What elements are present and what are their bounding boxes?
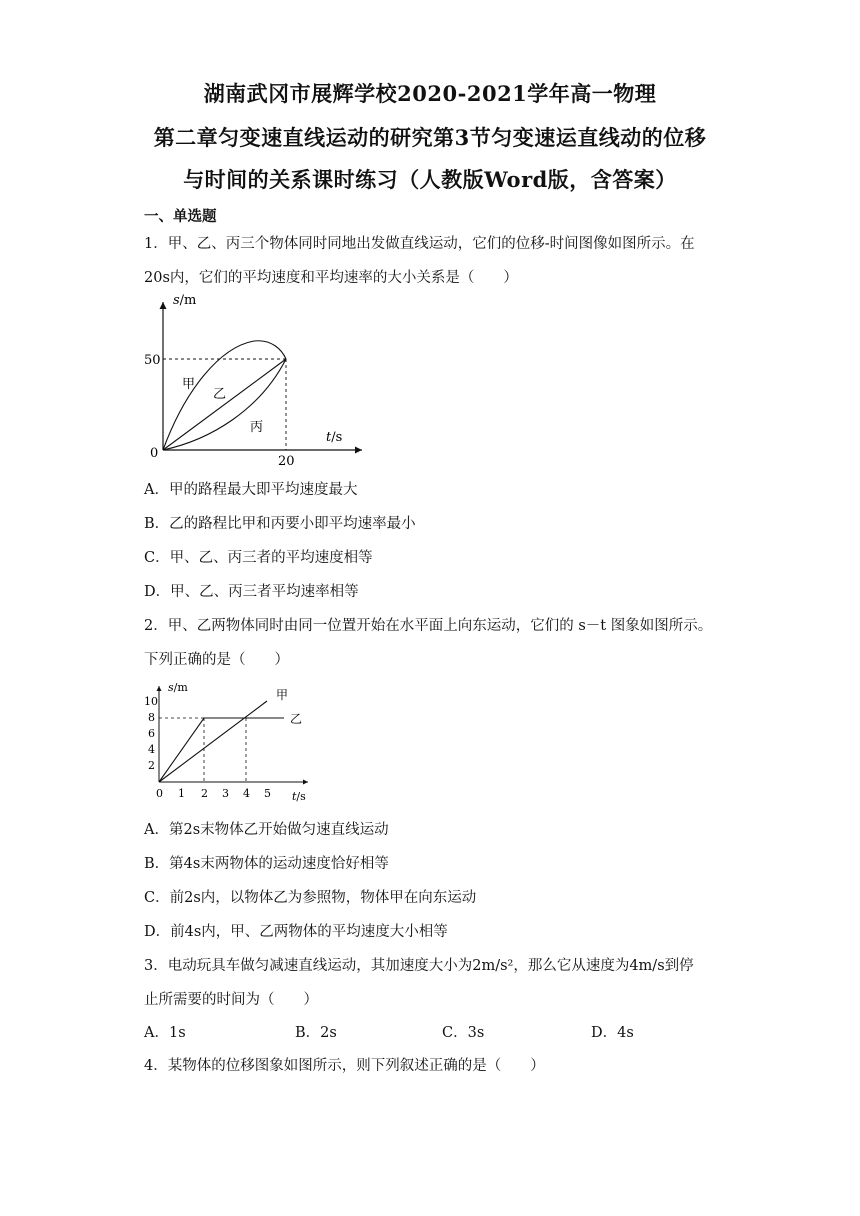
q4-stem-line1: 4．某物体的位移图象如图所示，则下列叙述正确的是（ ） <box>144 1058 545 1074</box>
q2-ytick-6: 6 <box>148 727 155 740</box>
q2-ytick-10: 10 <box>144 695 158 708</box>
q2-ytick-2: 2 <box>148 759 155 772</box>
q2-stem-line2: 下列正确的是（ ） <box>144 652 289 668</box>
q3-option-a: A．1s <box>144 1025 186 1041</box>
q2-xtick-1: 1 <box>178 787 185 800</box>
q2-label-yi: 乙 <box>290 712 303 726</box>
q1-option-c: C．甲、乙、丙三者的平均速度相等 <box>144 550 373 566</box>
q1-option-d: D．甲、乙、丙三者平均速率相等 <box>144 584 359 600</box>
q1-ylabel: s/m <box>173 293 197 308</box>
q1-option-a: A．甲的路程最大即平均速度最大 <box>144 482 358 498</box>
q1-label-yi: 乙 <box>213 387 227 402</box>
q2-xtick-0: 0 <box>156 787 163 800</box>
q1-option-b: B．乙的路程比甲和丙要小即平均速率最小 <box>144 516 416 532</box>
doc-title-line1: 湖南武冈市展辉学校2020-2021学年高一物理 <box>203 81 657 106</box>
section-heading: 一、单选题 <box>144 208 217 225</box>
q2-xtick-3: 3 <box>222 787 229 800</box>
q1-series-yi <box>163 359 286 450</box>
q2-option-a: A．第2s末物体乙开始做匀速直线运动 <box>144 822 389 838</box>
q3-stem-line1: 3．电动玩具车做匀减速直线运动，其加速度大小为2m/s²，那么它从速度为4m/s到停 <box>144 958 694 974</box>
q1-ytick-50: 50 <box>144 353 161 368</box>
q3-option-b: B．2s <box>295 1025 337 1041</box>
doc-title-line3: 与时间的关系课时练习（人教版Word版，含答案） <box>183 167 677 192</box>
q2-option-d: D．前4s内，甲、乙两物体的平均速度大小相等 <box>144 924 448 940</box>
q2-ytick-4: 4 <box>148 743 155 756</box>
q1-label-bing: 丙 <box>250 420 264 435</box>
q3-option-d: D．4s <box>591 1025 634 1041</box>
doc-title-line2: 第二章匀变速直线运动的研究第3节匀变速运直线动的位移 <box>153 125 707 150</box>
q2-xtick-5: 5 <box>264 787 271 800</box>
q2-xtick-2: 2 <box>201 787 208 800</box>
q2-chart <box>140 680 320 808</box>
q1-xtick-20: 20 <box>278 454 295 469</box>
q2-label-jia: 甲 <box>276 688 289 702</box>
q2-option-c: C．前2s内，以物体乙为参照物，物体甲在向东运动 <box>144 890 477 906</box>
q2-xlabel: t/s <box>292 790 306 803</box>
q1-xtick-0: 0 <box>150 446 159 461</box>
q2-xtick-4: 4 <box>243 787 250 800</box>
q1-stem-line2: 20s内，它们的平均速度和平均速率的大小关系是（ ） <box>144 270 518 286</box>
q1-stem-line1: 1．甲、乙、丙三个物体同时同地出发做直线运动，它们的位移-时间图像如图所示。在 <box>144 236 695 252</box>
q1-label-jia: 甲 <box>182 377 196 392</box>
q3-option-c: C．3s <box>442 1025 485 1041</box>
q2-option-b: B．第4s末两物体的运动速度恰好相等 <box>144 856 389 872</box>
q1-chart <box>140 290 370 470</box>
q3-stem-line2: 止所需要的时间为（ ） <box>144 992 318 1008</box>
q2-ylabel: s/m <box>168 681 188 694</box>
q1-xlabel: t/s <box>326 430 343 445</box>
q2-ytick-8: 8 <box>148 711 155 724</box>
q2-series-yi <box>159 718 284 782</box>
q2-stem-line1: 2．甲、乙两物体同时由同一位置开始在水平面上向东运动，它们的 s－t 图象如图所示。 <box>144 618 713 634</box>
q2-series-jia <box>159 701 267 782</box>
